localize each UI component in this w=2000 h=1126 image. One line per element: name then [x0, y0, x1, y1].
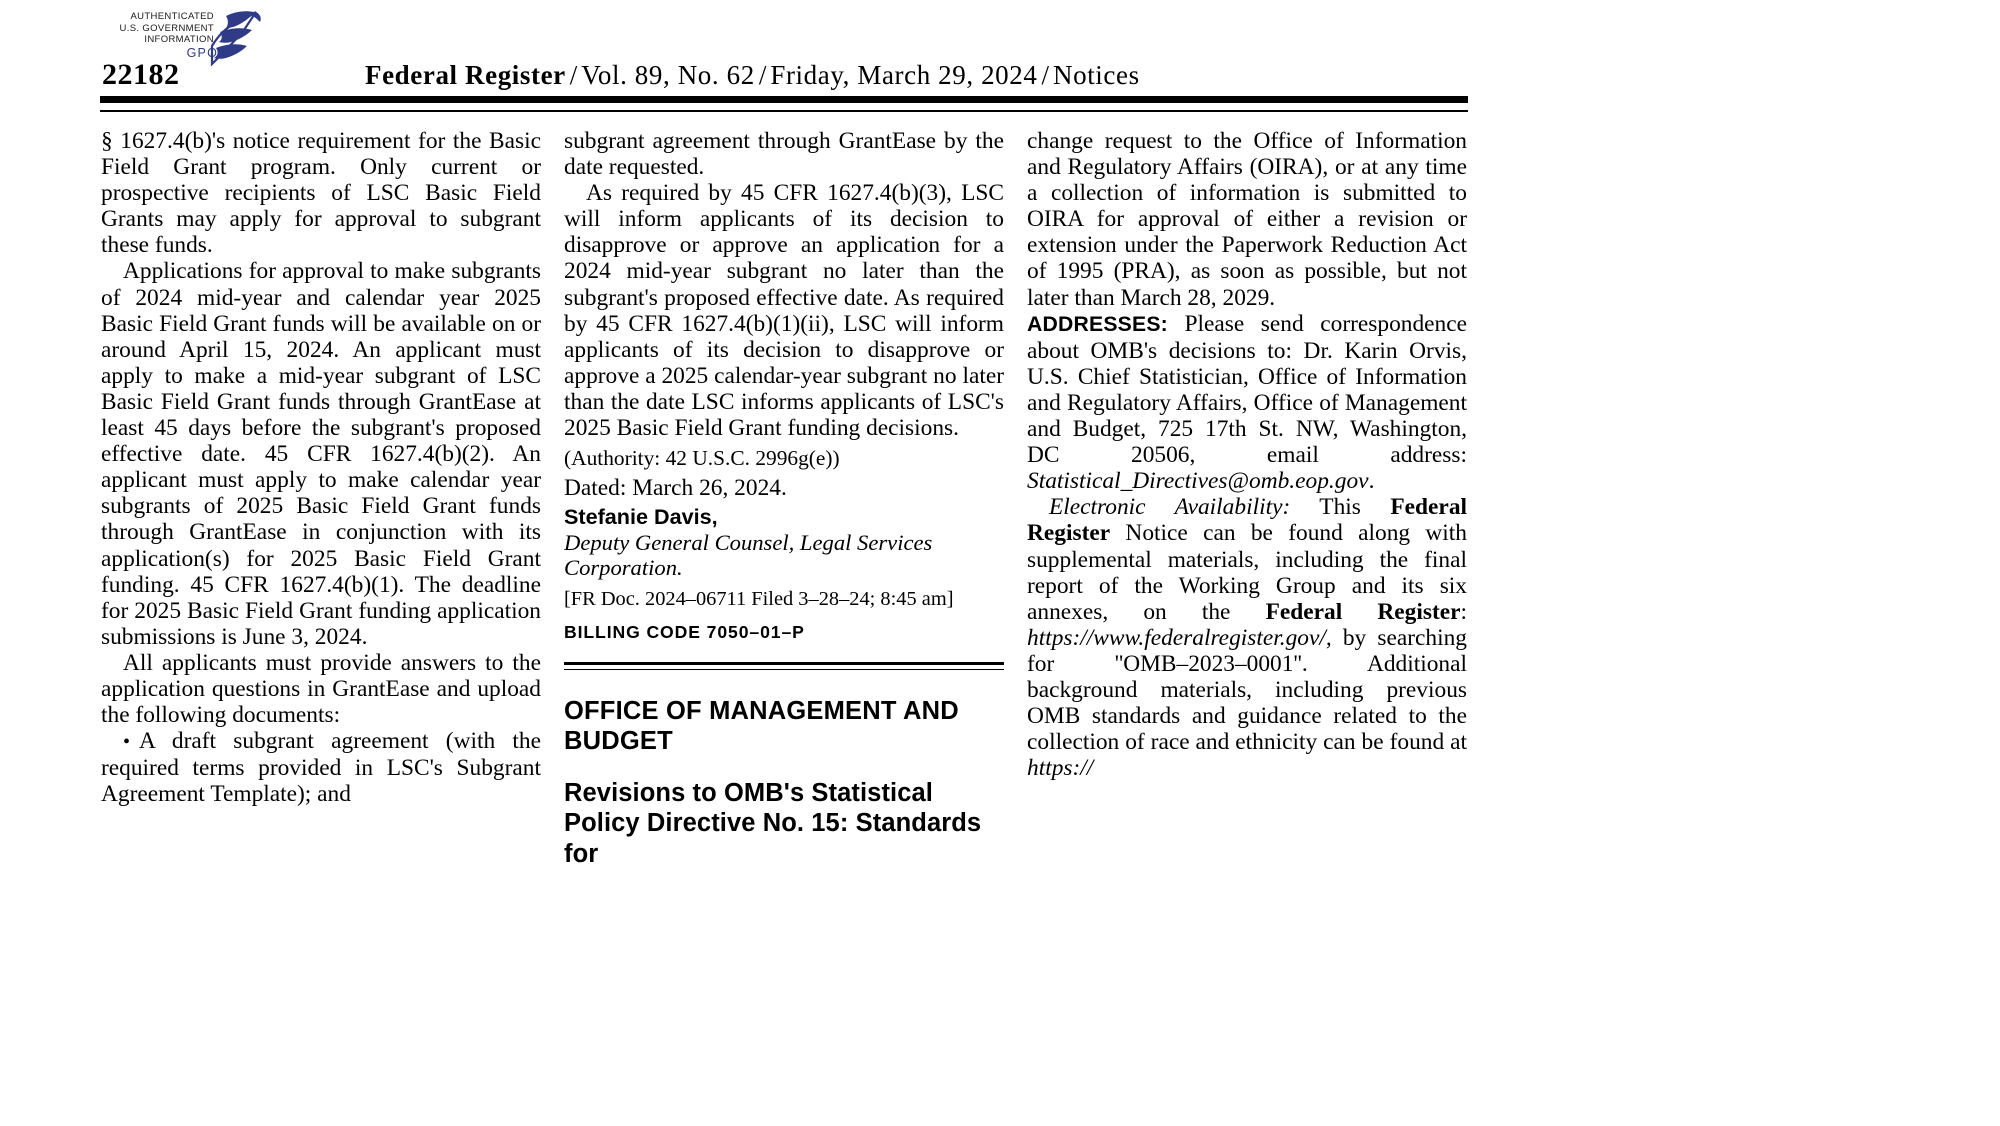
electronic-availability-section: [1027, 494, 1467, 781]
agency-heading: OFFICE OF MANAGEMENT AND BUDGET: [564, 696, 959, 755]
text-column-2: [564, 128, 1004, 1126]
gpo-seal-line-1: AUTHENTICATED: [130, 11, 214, 22]
addresses-label: ADDRESSES:: [1027, 312, 1168, 336]
running-head-separator-1: /: [569, 60, 578, 90]
signer-name: Stefanie Davis,: [564, 503, 718, 529]
federal-register-mention-2: Federal Register: [1265, 598, 1461, 625]
background-materials-url[interactable]: https://: [1027, 755, 1094, 782]
fr-doc-line: [FR Doc. 2024–06711 Filed 3–28–24; 8:45 am]: [564, 587, 954, 610]
addresses-section: [1027, 311, 1467, 495]
signer-title: Deputy General Counsel, Legal Services Corporation.: [564, 529, 933, 581]
addresses-text: Please send correspondence about OMB's decisions to: Dr. Karin Orvis, U.S. Chief Statistician, Office of Information and Regulatory Affairs, Office of Management and Budget, 725 17th St. NW, Washington, DC 20506, email address:: [1027, 310, 1467, 469]
gpo-seal-text: [118, 11, 214, 46]
gpo-seal-line-2: U.S. GOVERNMENT: [119, 22, 214, 34]
page-body-columns: [0, 128, 2000, 1126]
list-item: [101, 728, 541, 807]
running-head-separator-3: /: [1041, 60, 1049, 90]
electronic-text-4: by searching for ''OMB–2023–0001''. Additional background materials, including previous OMB standards and guidance related to the collection of race and ethnicity can be found at: [1027, 624, 1467, 756]
citation-section: Notices: [1053, 60, 1140, 90]
citation-date: Friday, March 29, 2024: [770, 60, 1038, 90]
running-head-separator-2: /: [758, 60, 767, 90]
citation-volume: Vol. 89, No. 62: [581, 60, 755, 90]
list-item-text: A draft subgrant agreement (with the required terms provided in LSC's Subgrant Agreement Template); and: [101, 728, 541, 808]
addresses-text-tail: .: [1368, 468, 1375, 495]
document-heading: Revisions to OMB's Statistical Policy Directive No. 15: Standards for: [564, 778, 982, 868]
paragraph: § 1627.4(b)'s notice requirement for the Basic Field Grant program. Only current or prospective recipients of LSC Basic Field Grants may apply for approval to subgrant these funds.: [101, 128, 541, 259]
federal-register-url[interactable]: https://www.federalregister.gov/,: [1027, 624, 1332, 651]
paragraph: change request to the Office of Information and Regulatory Affairs (OIRA), or at any time a collection of information is submitted to OIRA for approval of either a revision or extension under the Paperwork Reduction Act of 1995 (PRA), as soon as possible, but not later than March 28, 2029.: [1027, 128, 1467, 311]
page-masthead: [0, 0, 2000, 128]
agency-separator-rule: [564, 662, 1004, 670]
publication-title: Federal Register: [365, 60, 566, 90]
masthead-rule-thin: [100, 110, 1468, 112]
billing-code: BILLING CODE 7050–01–P: [564, 621, 805, 642]
paragraph: subgrant agreement through GrantEase by the date requested.: [564, 128, 1004, 181]
dated-line: Dated: March 26, 2024.: [564, 474, 787, 501]
paragraph: Applications for approval to make subgrants of 2024 mid-year and calendar year 2025 Basic Field Grant funds will be available on or around April 15, 2024. An applicant must apply to make a mid-year subgrant of LSC Basic Field Grant funds through GrantEase at least 45 days before the subgrant's proposed effective date. 45 CFR 1627.4(b)(2). An applicant must apply to make calendar year subgrants of 2025 Basic Field Grant funds through GrantEase in conjunction with its application(s) for 2025 Basic Field Grant funding. 45 CFR 1627.4(b)(1). The deadline for 2025 Basic Field Grant funding application submissions is June 3, 2024.: [101, 258, 541, 650]
addresses-email[interactable]: Statistical_Directives@omb.eop.gov: [1027, 468, 1369, 495]
bullet-marker: •: [123, 731, 131, 754]
text-column-1: [101, 128, 541, 1126]
electronic-text-1: This: [1290, 494, 1391, 521]
electronic-text-3: :: [1460, 598, 1467, 625]
authority-citation: (Authority: 42 U.S.C. 2996g(e)): [564, 446, 840, 471]
electronic-text-2: Notice can be found along with supplemental materials, including the final report of the Working Group and its six annexes, on the: [1027, 520, 1467, 625]
masthead-rule-thick: [100, 96, 1468, 103]
paragraph: As required by 45 CFR 1627.4(b)(3), LSC will inform applicants of its decision to disapprove or approve an application for a 2024 mid-year subgrant no later than the subgrant's proposed effective date. As required by 45 CFR 1627.4(b)(1)(ii), LSC will inform applicants of its decision to disapprove or approve a 2025 calendar-year subgrant no later than the date LSC informs applicants of LSC's 2025 Basic Field Grant funding decisions.: [564, 180, 1004, 442]
electronic-availability-label: Electronic Availability:: [1049, 494, 1291, 521]
gpo-eagle-icon: [204, 6, 266, 74]
text-column-3: [1027, 128, 1467, 1126]
page-number: 22182: [102, 58, 180, 91]
paragraph: All applicants must provide answers to the application questions in GrantEase and upload the following documents:: [101, 649, 541, 729]
gpo-seal-line-3: INFORMATION: [144, 34, 214, 46]
federal-register-mention: Federal Register: [1027, 494, 1467, 547]
running-head: [365, 60, 1140, 91]
gpo-seal-gpo-label: GPO: [186, 46, 218, 60]
